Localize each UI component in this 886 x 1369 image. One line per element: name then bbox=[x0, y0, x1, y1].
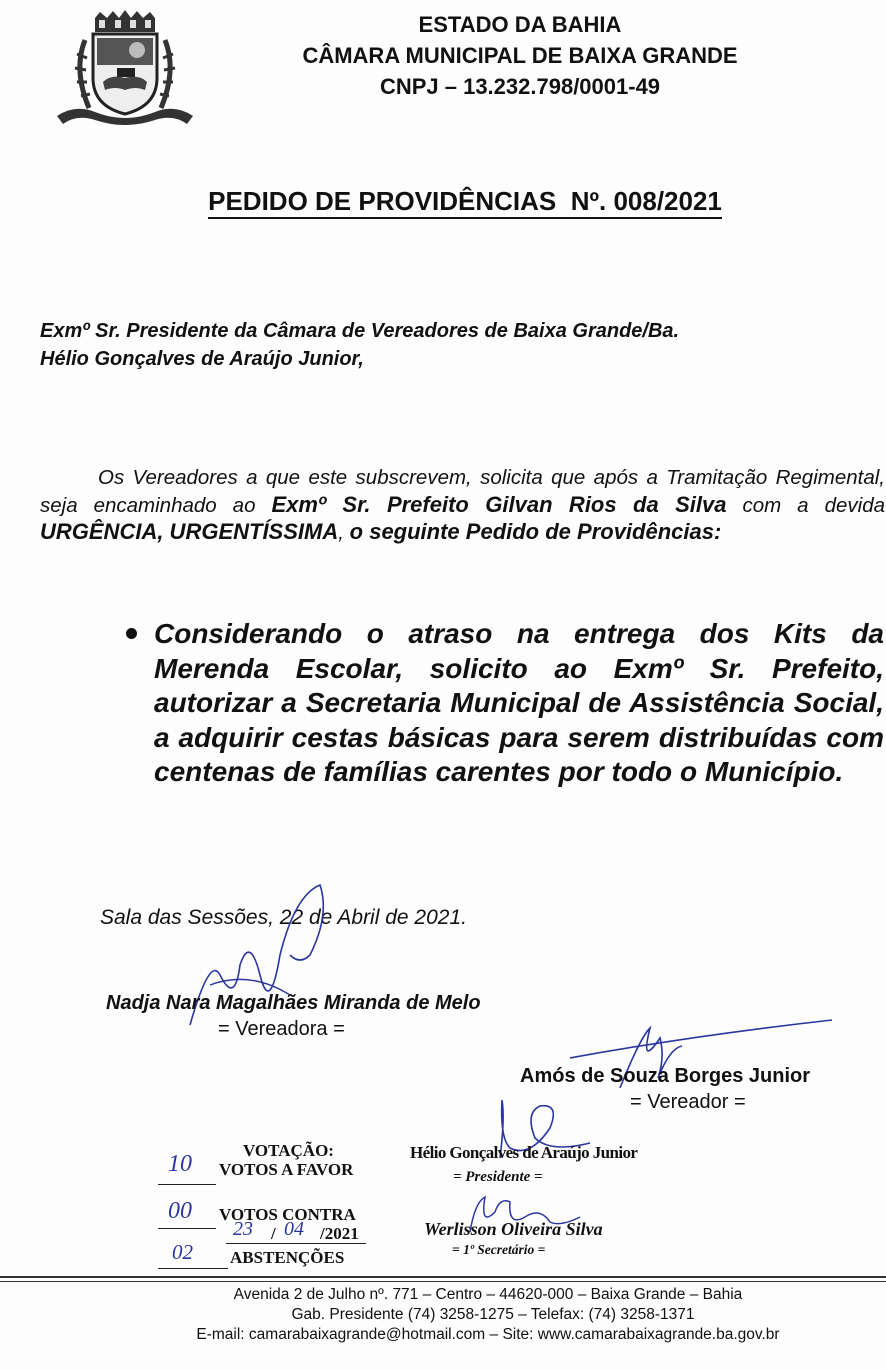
secretary-role: = 1º Secretário = bbox=[452, 1242, 546, 1257]
header-cnpj: CNPJ – 13.232.798/0001-49 bbox=[379, 74, 661, 99]
footer-rule-bottom bbox=[0, 1281, 886, 1282]
municipal-crest-logo bbox=[55, 10, 195, 128]
voting-heading: VOTAÇÃO: bbox=[243, 1141, 334, 1160]
vote-date-line bbox=[226, 1243, 366, 1244]
vote-date-year: /2021 bbox=[320, 1224, 359, 1243]
footer-contact: E-mail: camarabaixagrande@hotmail.com – Site: www.camarabaixagrande.ba.gov.br bbox=[196, 1326, 780, 1343]
addressee-line-2: Hélio Gonçalves de Araújo Junior, bbox=[40, 348, 364, 370]
vote-date-month: 04 bbox=[284, 1218, 304, 1240]
abst-count-line bbox=[158, 1240, 228, 1269]
signatory-2-role: = Vereador = bbox=[630, 1091, 746, 1113]
president-name: Hélio Gonçalves de Araújo Junior bbox=[410, 1143, 638, 1162]
signatory-1-role: = Vereadora = bbox=[218, 1018, 345, 1040]
signatory-2-name: Amós de Souza Borges Junior bbox=[520, 1065, 811, 1087]
abst-count: 02 bbox=[172, 1240, 193, 1264]
favor-count: 10 bbox=[168, 1151, 192, 1177]
favor-label: VOTOS A FAVOR bbox=[219, 1160, 354, 1179]
signatory-1-name: Nadja Nara Magalhães Miranda de Melo bbox=[106, 992, 481, 1014]
president-role: = Presidente = bbox=[453, 1169, 543, 1185]
vote-date-day: 23 bbox=[233, 1218, 253, 1240]
header-state: ESTADO DA BAHIA bbox=[418, 12, 622, 37]
place-date: Sala das Sessões, 22 de Abril de 2021. bbox=[100, 906, 467, 929]
abst-label: ABSTENÇÕES bbox=[230, 1248, 345, 1267]
addressee-line-1: Exmº Sr. Presidente da Câmara de Vereadores de Baixa Grande/Ba. bbox=[40, 320, 680, 342]
request-bullet: Considerando o atraso na entrega dos Kits da Merenda Escolar, solicito ao Exmº Sr. Prefeito, autorizar a Secretaria Municipal de Assistência Social, a adquirir cestas básicas para serem distribuídas com centenas de famílias carentes por todo o Município. bbox=[154, 618, 884, 787]
contra-count: 00 bbox=[168, 1198, 192, 1224]
document-title: PEDIDO DE PROVIDÊNCIAS Nº. 008/2021 bbox=[0, 186, 886, 217]
secretary-name: Werlisson Oliveira Silva bbox=[424, 1219, 603, 1239]
footer-address: Avenida 2 de Julho nº. 771 – Centro – 44620-000 – Baixa Grande – Bahia bbox=[233, 1286, 743, 1303]
footer-phones: Gab. Presidente (74) 3258-1275 – Telefax: (74) 3258-1371 bbox=[291, 1306, 695, 1323]
contra-label: VOTOS CONTRA bbox=[219, 1205, 356, 1224]
body-paragraph: Os Vereadores a que este subscrevem, solicita que após a Tramitação Regimental, seja encaminhado ao Exmº Sr. Prefeito Gilvan Rios da Silva com a devida URGÊNCIA, URGENTÍSSIMA, o seguinte Pedido de Providências: bbox=[40, 466, 885, 544]
footer-rule-top bbox=[0, 1276, 886, 1278]
header-chamber: CÂMARA MUNICIPAL DE BAIXA GRANDE bbox=[302, 43, 738, 68]
vote-date-sep: / bbox=[271, 1224, 276, 1243]
bullet-marker bbox=[126, 628, 137, 639]
